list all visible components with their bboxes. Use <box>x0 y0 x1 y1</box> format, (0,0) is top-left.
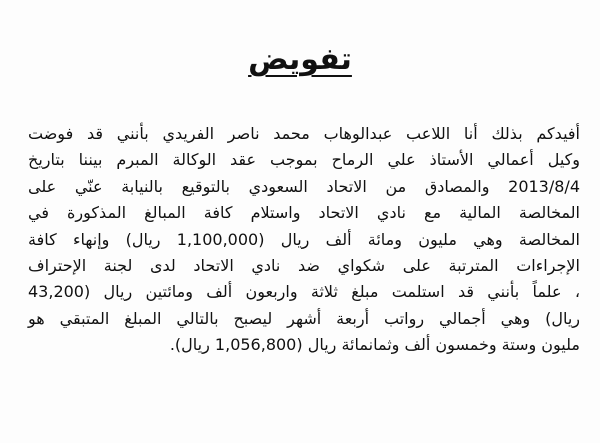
body-line-3: 2013/8/4 والمصادق من الاتحاد السعودي بالتوقيع بالنيابة عنّي على <box>28 176 580 196</box>
body-line-2: وكيل أعمالي الأستاذ علي الرماح بموجب عقد الوكالة المبرم بيننا بتاريخ <box>28 150 580 170</box>
body-line-6: الإجراءات المترتبة على شكواي ضد نادي الاتحاد لدى لجنة الإحتراف <box>28 256 580 276</box>
document-title: تفويض <box>248 42 352 77</box>
body-line-9: مليون وستة وخمسون ألف وثمانمائة ريال (1,056,800 ريال). <box>169 335 580 355</box>
document-body <box>28 121 580 359</box>
body-line-8: ريال) وهي أجمالي رواتب أربعة أشهر ليصبح بالتالي المبلغ المتبقي هو <box>28 308 580 328</box>
body-line-1: أفيدكم بذلك أنا اللاعب عبدالوهاب محمد ناصر الفريدي بأنني قد فوضت <box>28 124 580 143</box>
body-line-7: ، علماً بأنني قد استلمت مبلغ ثلاثة واربعون ألف ومائتين ريال (43,200 <box>28 282 580 302</box>
body-line-5: المخالصة وهي مليون ومائة ألف ريال (1,100,000 ريال) وإنهاء كافة <box>28 229 581 249</box>
body-line-4: المخالصة المالية مع نادي الاتحاد واستلام كافة المبالغ المذكورة في <box>28 203 580 223</box>
